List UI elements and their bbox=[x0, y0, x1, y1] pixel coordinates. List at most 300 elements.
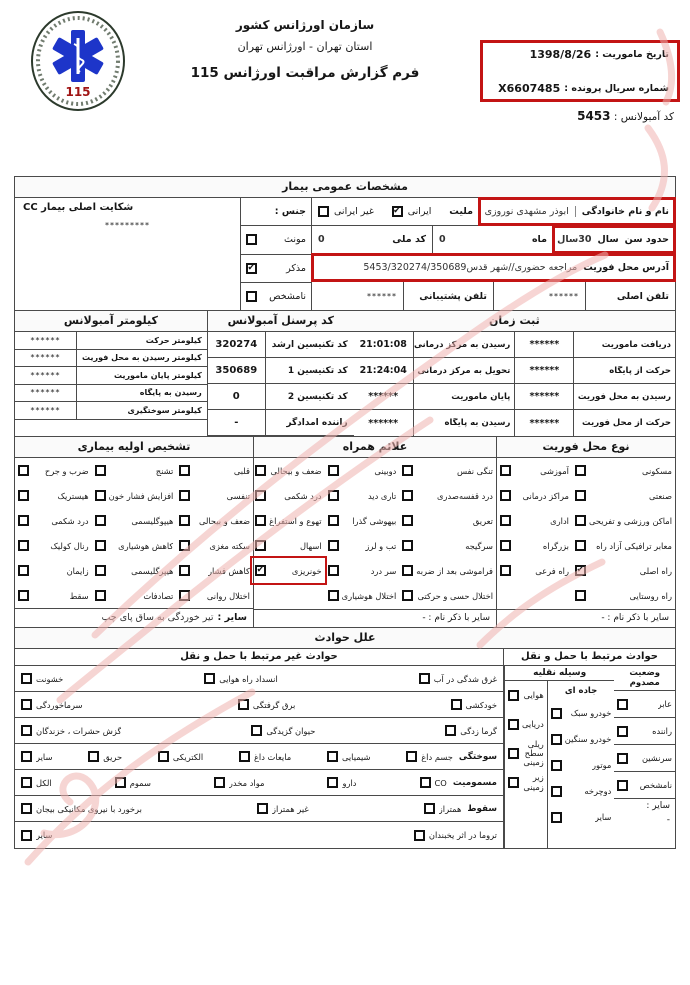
checkbox-label: گزش حشرات ، خزندگان bbox=[36, 725, 122, 736]
checkbox[interactable] bbox=[402, 540, 413, 551]
road-vehicle-column bbox=[547, 681, 615, 848]
checkbox-item bbox=[176, 458, 253, 483]
checkbox-label: ضعف و بیحالی bbox=[270, 465, 322, 476]
checkbox-label: آموزشی bbox=[540, 465, 569, 476]
checkbox[interactable] bbox=[424, 803, 435, 814]
address-label: آدرس محل فوریت bbox=[583, 262, 669, 273]
checkbox[interactable] bbox=[575, 540, 586, 551]
checkbox-item bbox=[325, 558, 400, 583]
non-transport-accidents-title: حوادث غیر مرتبط با حمل و نقل bbox=[15, 649, 503, 666]
month-label: ماه bbox=[531, 234, 547, 245]
checkbox[interactable] bbox=[21, 803, 32, 814]
checkbox[interactable] bbox=[328, 590, 339, 601]
section-location-symptoms-diagnosis bbox=[15, 437, 675, 628]
checkbox[interactable] bbox=[18, 465, 29, 476]
case-serial-label: شماره سریال پرونده : bbox=[564, 83, 669, 94]
time-label: رسیدن به محل فوریت bbox=[577, 391, 671, 402]
checkbox-label: فراموشی بعد از ضربه bbox=[416, 565, 493, 576]
checkbox[interactable] bbox=[327, 777, 338, 788]
checkbox[interactable] bbox=[18, 565, 29, 576]
checkbox-item bbox=[252, 483, 324, 508]
checkbox[interactable] bbox=[179, 515, 190, 526]
patient-name-value: ابوذر مشهدی نوروزی bbox=[484, 206, 569, 217]
checkbox-label: برق گرفتگی bbox=[252, 699, 296, 710]
checkbox-label: الکل bbox=[36, 777, 52, 788]
checkbox[interactable] bbox=[328, 490, 339, 501]
checkbox-item bbox=[176, 558, 253, 583]
checkbox[interactable] bbox=[445, 725, 456, 736]
row-prefix: سقوط bbox=[467, 803, 497, 814]
checkbox-item bbox=[505, 739, 547, 768]
checkbox-label: راننده bbox=[652, 726, 672, 736]
checkbox-item bbox=[115, 777, 151, 788]
kilometer-label: کیلومتر پایان ماموریت bbox=[113, 370, 202, 380]
checkbox[interactable] bbox=[204, 673, 215, 684]
checkbox-item bbox=[15, 458, 92, 483]
checkbox-label: اسهال bbox=[299, 540, 322, 551]
checkbox[interactable] bbox=[402, 565, 413, 576]
symptoms-section bbox=[253, 437, 497, 627]
nationality-field bbox=[312, 198, 479, 225]
checkbox[interactable] bbox=[575, 565, 586, 576]
checkbox[interactable] bbox=[18, 590, 29, 601]
age-field[interactable] bbox=[553, 226, 675, 253]
checkbox-item bbox=[15, 533, 92, 558]
checkbox[interactable] bbox=[327, 751, 338, 762]
diagnosis-other-value: تیر خوردگی به ساق پای چپ bbox=[101, 612, 214, 623]
checkbox[interactable] bbox=[508, 777, 519, 788]
checkbox-item bbox=[252, 458, 324, 483]
checkbox-label: اختلال هوشیاری bbox=[341, 590, 397, 601]
time-label: حرکت از محل فوریت bbox=[582, 418, 671, 428]
kilometer-value: ****** bbox=[15, 385, 77, 402]
victim-other-value: - bbox=[666, 815, 670, 825]
case-serial-value: X6607485 bbox=[498, 82, 561, 95]
checkbox-label: بیهوشی گذرا bbox=[352, 515, 397, 526]
time-value: 21:24:04 bbox=[354, 358, 414, 383]
checkbox-item bbox=[399, 483, 496, 508]
kilometers-group bbox=[15, 311, 207, 436]
male-checkbox[interactable] bbox=[246, 263, 257, 274]
checkbox[interactable] bbox=[95, 490, 106, 501]
checkbox[interactable] bbox=[95, 565, 106, 576]
checkbox[interactable] bbox=[328, 465, 339, 476]
victim-status-title: وضعیت مصدوم bbox=[614, 666, 675, 691]
mission-info-box bbox=[480, 40, 680, 102]
age-value: 30سال bbox=[557, 234, 592, 245]
checkbox-item bbox=[92, 533, 177, 558]
checkbox[interactable] bbox=[18, 540, 29, 551]
checkbox[interactable] bbox=[257, 803, 268, 814]
checkbox[interactable] bbox=[214, 777, 225, 788]
checkbox-item bbox=[548, 700, 615, 726]
age-label: حدود سن bbox=[624, 234, 669, 245]
checkbox[interactable] bbox=[95, 465, 106, 476]
checkbox-label: درد شکمی bbox=[51, 515, 89, 526]
patient-section-title: مشخصات عمومی بیمار bbox=[15, 177, 675, 198]
checkbox-item bbox=[92, 483, 177, 508]
checkbox-label: سایر bbox=[36, 751, 53, 762]
checkbox-item bbox=[572, 583, 675, 608]
checkbox[interactable] bbox=[500, 565, 511, 576]
checkbox[interactable] bbox=[414, 830, 425, 841]
checkbox-item bbox=[92, 583, 177, 608]
diagnosis-other-field[interactable] bbox=[15, 608, 253, 627]
checkbox-label: ضعف و بیحالی bbox=[198, 515, 250, 526]
kilometer-row bbox=[15, 385, 207, 403]
checkbox[interactable] bbox=[179, 465, 190, 476]
checkbox[interactable] bbox=[239, 751, 250, 762]
transport-accidents-section bbox=[503, 649, 675, 848]
checkbox[interactable] bbox=[88, 751, 99, 762]
checkbox-item bbox=[158, 751, 203, 762]
checkbox[interactable] bbox=[551, 734, 562, 745]
checkbox[interactable] bbox=[238, 699, 249, 710]
checkbox-label: برخورد با نیروی مکانیکی بیجان bbox=[36, 803, 142, 814]
checkbox[interactable] bbox=[179, 590, 190, 601]
time-log-row bbox=[354, 332, 675, 358]
checkbox-item bbox=[505, 768, 547, 797]
nationality-label: ملیت bbox=[449, 206, 473, 217]
row-prefix: سوختگی bbox=[458, 751, 497, 762]
checkbox-label: بزرگراه bbox=[542, 540, 569, 551]
unknown-checkbox[interactable] bbox=[246, 291, 257, 302]
checkbox[interactable] bbox=[508, 690, 519, 701]
checkbox-label: سر درد bbox=[370, 565, 397, 576]
checkbox-item bbox=[572, 483, 675, 508]
checkbox[interactable] bbox=[551, 786, 562, 797]
kilometers-title: کیلومتر آمبولانس bbox=[15, 311, 207, 332]
female-checkbox[interactable] bbox=[246, 234, 257, 245]
checkbox[interactable] bbox=[575, 515, 586, 526]
gender-male-option bbox=[241, 255, 311, 283]
checkbox-item bbox=[399, 558, 496, 583]
checkbox-label: خونریزی bbox=[291, 565, 322, 576]
checkbox-item bbox=[214, 777, 265, 788]
diagnosis-other-label: سایر : bbox=[217, 612, 247, 623]
emergency-address-field[interactable] bbox=[312, 254, 675, 281]
checkbox[interactable] bbox=[21, 725, 32, 736]
road-label: جاده ای bbox=[564, 686, 598, 696]
checkbox-label: هیپرگلیسمی bbox=[131, 565, 174, 576]
checkbox-label: سکته مغزی bbox=[209, 540, 250, 551]
nationality-iranian-option bbox=[392, 206, 432, 217]
checkbox-item bbox=[572, 458, 675, 483]
location-type-col-left bbox=[497, 458, 572, 609]
checkbox[interactable] bbox=[255, 515, 266, 526]
time-value: ****** bbox=[514, 410, 574, 436]
non-transport-row-burns bbox=[15, 744, 503, 770]
checkbox[interactable] bbox=[617, 780, 628, 791]
checkbox-item bbox=[572, 533, 675, 558]
checkbox[interactable] bbox=[575, 590, 586, 601]
national-id-label: کد ملی bbox=[392, 234, 426, 245]
checkbox-label: شیمیایی bbox=[341, 751, 371, 762]
checkbox[interactable] bbox=[402, 515, 413, 526]
checkbox-item bbox=[21, 830, 52, 841]
checkbox[interactable] bbox=[500, 465, 511, 476]
kilometer-value: ****** bbox=[15, 350, 77, 367]
personnel-row bbox=[208, 410, 354, 436]
checkbox-item bbox=[325, 583, 400, 608]
checkbox-item bbox=[239, 751, 291, 762]
checkbox[interactable] bbox=[255, 465, 266, 476]
checkbox-label: خودرو سنگین bbox=[564, 734, 612, 744]
checkbox-item bbox=[548, 752, 615, 778]
personnel-label: راننده امدادگر bbox=[286, 417, 348, 428]
checkbox-label: دوبینی bbox=[374, 465, 397, 476]
checkbox-item bbox=[614, 745, 675, 772]
transport-mode-column bbox=[505, 681, 547, 848]
time-log-group bbox=[354, 311, 675, 436]
checkbox[interactable] bbox=[451, 699, 462, 710]
time-log-row bbox=[354, 410, 675, 436]
phone-value: ****** bbox=[493, 282, 585, 310]
checkbox-item bbox=[327, 751, 371, 762]
checkbox-item bbox=[88, 751, 122, 762]
vehicle-title: وسیله نقلیه bbox=[505, 666, 614, 681]
form-title: فرم گزارش مراقبت اورژانس 115 bbox=[190, 65, 420, 81]
mission-date-label: تاریخ ماموریت : bbox=[595, 49, 669, 60]
checkbox-label: مراکز درمانی bbox=[522, 490, 569, 501]
checkbox-label: الکتریکی bbox=[172, 751, 204, 762]
nationality-noniranian-option bbox=[318, 206, 374, 217]
checkbox[interactable] bbox=[328, 540, 339, 551]
checkbox-item bbox=[548, 726, 615, 752]
checkbox[interactable] bbox=[551, 708, 562, 719]
checkbox[interactable] bbox=[508, 748, 519, 759]
checkbox[interactable] bbox=[95, 590, 106, 601]
personnel-row bbox=[208, 358, 354, 384]
checkbox-item bbox=[399, 458, 496, 483]
checkbox[interactable] bbox=[158, 751, 169, 762]
gender-column bbox=[240, 198, 312, 310]
checkbox-label: اداری bbox=[550, 515, 569, 526]
checkbox-item bbox=[424, 803, 462, 814]
checkbox[interactable] bbox=[95, 540, 106, 551]
phone-label: تلفن اصلی bbox=[616, 290, 669, 302]
time-value: ****** bbox=[354, 384, 414, 409]
checkbox-item bbox=[252, 533, 324, 558]
checkbox-item bbox=[15, 483, 92, 508]
checkbox-label: اختلال روانی bbox=[206, 590, 250, 601]
checkbox[interactable] bbox=[21, 830, 32, 841]
checkbox-item bbox=[21, 673, 63, 684]
checkbox-label: ریلی سطح زمینی bbox=[523, 739, 544, 768]
checkbox-label: صنعتی bbox=[649, 490, 672, 501]
checkbox-item bbox=[572, 508, 675, 533]
checkbox[interactable] bbox=[617, 753, 628, 764]
ambulance-code-label: کد آمبولانس : bbox=[613, 111, 674, 123]
phone-label-cell bbox=[585, 282, 675, 310]
checkbox[interactable] bbox=[328, 515, 339, 526]
checkbox-label: راه فرعی bbox=[535, 565, 569, 576]
checkbox[interactable] bbox=[402, 490, 413, 501]
checkbox-item bbox=[614, 691, 675, 718]
checkbox-label: کاهش هوشیاری bbox=[118, 540, 174, 551]
checkbox[interactable] bbox=[21, 751, 32, 762]
checkbox[interactable] bbox=[255, 565, 266, 576]
kilometer-label: کیلومتر حرکت bbox=[145, 335, 202, 345]
checkbox[interactable] bbox=[402, 465, 413, 476]
checkbox-label: تهوع و استفراغ bbox=[269, 515, 322, 526]
checkbox-label: مسکونی bbox=[642, 465, 672, 476]
checkbox-label: انسداد راه هوایی bbox=[219, 673, 278, 684]
checkbox-label: اماکن ورزشی و تفریحی bbox=[588, 515, 672, 526]
kilometer-empty-row bbox=[15, 420, 207, 437]
symptoms-title: علائم همراه bbox=[254, 437, 496, 458]
checkbox-label: هیستریک bbox=[57, 490, 89, 501]
patient-name-field[interactable] bbox=[479, 198, 675, 225]
checkbox-label: تشنج bbox=[155, 465, 174, 476]
checkbox-label: همتراز bbox=[438, 803, 462, 814]
checkbox[interactable] bbox=[575, 490, 586, 501]
checkbox-item bbox=[572, 558, 675, 583]
checkbox[interactable] bbox=[508, 719, 519, 730]
kilometer-row bbox=[15, 402, 207, 420]
gender-label: جنس : bbox=[241, 198, 311, 226]
checkbox-item bbox=[548, 778, 615, 804]
checkbox-label: تصادفات bbox=[143, 590, 174, 601]
checkbox[interactable] bbox=[617, 699, 628, 710]
section-accident-causes bbox=[15, 628, 675, 848]
checkbox[interactable] bbox=[406, 751, 417, 762]
checkbox-item bbox=[252, 508, 324, 533]
iranian-checkbox[interactable] bbox=[392, 206, 403, 217]
personnel-label: کد تکنیسین 2 bbox=[287, 391, 348, 402]
checkbox-label: معابر ترافیکی آزاد راه bbox=[596, 540, 672, 551]
checkbox[interactable] bbox=[95, 515, 106, 526]
checkbox-item bbox=[497, 558, 572, 583]
checkbox[interactable] bbox=[18, 490, 29, 501]
checkbox-item bbox=[614, 772, 675, 799]
checkbox[interactable] bbox=[500, 540, 511, 551]
checkbox[interactable] bbox=[617, 726, 628, 737]
time-log-row bbox=[354, 358, 675, 384]
location-type-section bbox=[497, 437, 675, 627]
checkbox[interactable] bbox=[179, 565, 190, 576]
checkbox-item bbox=[399, 533, 496, 558]
personnel-label: کد تکنیسین 1 bbox=[287, 365, 348, 376]
ems-logo bbox=[30, 10, 126, 112]
checkbox[interactable] bbox=[115, 777, 126, 788]
checkbox-label: سموم bbox=[129, 777, 151, 788]
personnel-code-value: 350689 bbox=[208, 358, 266, 383]
checkbox-label: سقط bbox=[69, 590, 89, 601]
non-iranian-checkbox[interactable] bbox=[318, 206, 329, 217]
checkbox-item bbox=[505, 681, 547, 710]
checkbox-item bbox=[414, 830, 497, 841]
checkbox-item bbox=[92, 558, 177, 583]
time-log-row bbox=[354, 384, 675, 410]
personnel-code-value: 320274 bbox=[208, 332, 266, 357]
non-iranian-label: غیر ایرانی bbox=[334, 206, 374, 217]
checkbox-label: گرما زدگی bbox=[460, 725, 497, 736]
checkbox-label: سایر bbox=[595, 812, 612, 822]
checkbox-label: تعریق bbox=[472, 515, 493, 526]
checkbox-label: خودرو سبک bbox=[570, 708, 612, 718]
checkbox[interactable] bbox=[255, 540, 266, 551]
checkbox[interactable] bbox=[18, 515, 29, 526]
checkbox-label: دوچرخه bbox=[584, 786, 612, 796]
checkbox-item bbox=[176, 533, 253, 558]
checkbox-item bbox=[257, 803, 309, 814]
checkbox[interactable] bbox=[328, 565, 339, 576]
checkbox-label: مایعات داغ bbox=[253, 751, 292, 762]
checkbox-label: غیر همتراز bbox=[272, 803, 309, 814]
checkbox-item bbox=[548, 804, 615, 830]
kilometer-value: ****** bbox=[15, 332, 77, 349]
checkbox-label: افزایش فشار خون bbox=[108, 490, 174, 501]
checkbox[interactable] bbox=[420, 777, 431, 788]
victim-other-label[interactable]: سایر : bbox=[646, 801, 670, 811]
checkbox[interactable] bbox=[551, 760, 562, 771]
gender-female-option bbox=[241, 226, 311, 254]
location-other-field[interactable]: سایر با ذکر نام : - bbox=[497, 609, 675, 627]
checkbox[interactable] bbox=[255, 490, 266, 501]
checkbox[interactable] bbox=[500, 490, 511, 501]
checkbox-label: راه اصلی bbox=[639, 565, 672, 576]
checkbox-label: درد قفسه‌صدری bbox=[437, 490, 493, 501]
section-patient-info bbox=[15, 177, 675, 311]
checkbox-label: خودکشی bbox=[465, 699, 497, 710]
section-time-personnel-km bbox=[15, 311, 675, 437]
phone2-label: تلفن پشتیبانی bbox=[419, 290, 487, 302]
checkbox[interactable] bbox=[551, 812, 562, 823]
time-value: ****** bbox=[514, 384, 574, 409]
time-label: دریافت ماموریت bbox=[601, 339, 671, 350]
checkbox-label: ضرب و جرح bbox=[44, 465, 89, 476]
checkbox-label: درد شکمی bbox=[284, 490, 322, 501]
logo-115-number: 115 bbox=[65, 85, 91, 99]
time-value: ****** bbox=[514, 332, 574, 357]
checkbox-item bbox=[325, 458, 400, 483]
checkbox-label: اختلال حسی و حرکتی bbox=[417, 590, 493, 601]
non-transport-row bbox=[15, 822, 503, 848]
checkbox[interactable] bbox=[251, 725, 262, 736]
checkbox[interactable] bbox=[402, 590, 413, 601]
checkbox[interactable] bbox=[500, 515, 511, 526]
checkbox[interactable] bbox=[21, 673, 32, 684]
chief-complaint-cell bbox=[15, 198, 240, 310]
kilometer-value: ****** bbox=[15, 402, 77, 419]
non-transport-row-falls bbox=[15, 796, 503, 822]
checkbox[interactable] bbox=[21, 777, 32, 788]
address-value: مراجعه حضوری//شهر قدس5453/320274/350689 bbox=[363, 262, 578, 273]
checkbox[interactable] bbox=[179, 490, 190, 501]
time-label: پایان ماموریت bbox=[451, 391, 511, 402]
checkbox-item bbox=[325, 483, 400, 508]
time-value: ****** bbox=[514, 358, 574, 383]
org-name: سازمان اورژانس کشور bbox=[235, 18, 375, 32]
checkbox[interactable] bbox=[419, 673, 430, 684]
month-value: 0 bbox=[439, 234, 446, 245]
unknown-label: نامشخص bbox=[269, 290, 306, 302]
form-header bbox=[0, 0, 690, 172]
accidents-title: علل حوادث bbox=[15, 628, 675, 649]
checkbox[interactable] bbox=[575, 465, 586, 476]
checkbox-label: جسم داغ bbox=[421, 751, 453, 762]
checkbox-item bbox=[497, 458, 572, 483]
checkbox-label: نامشخص bbox=[639, 780, 672, 790]
symptoms-other-field[interactable]: سایر با ذکر نام : - bbox=[254, 609, 496, 627]
checkbox-label: عابر bbox=[657, 699, 672, 709]
checkbox-label: سایر bbox=[36, 830, 53, 840]
checkbox[interactable] bbox=[21, 699, 32, 710]
time-value: 21:01:08 bbox=[354, 332, 414, 357]
checkbox[interactable] bbox=[179, 540, 190, 551]
time-label: رسیدن به مرکز درمانی bbox=[413, 339, 511, 350]
